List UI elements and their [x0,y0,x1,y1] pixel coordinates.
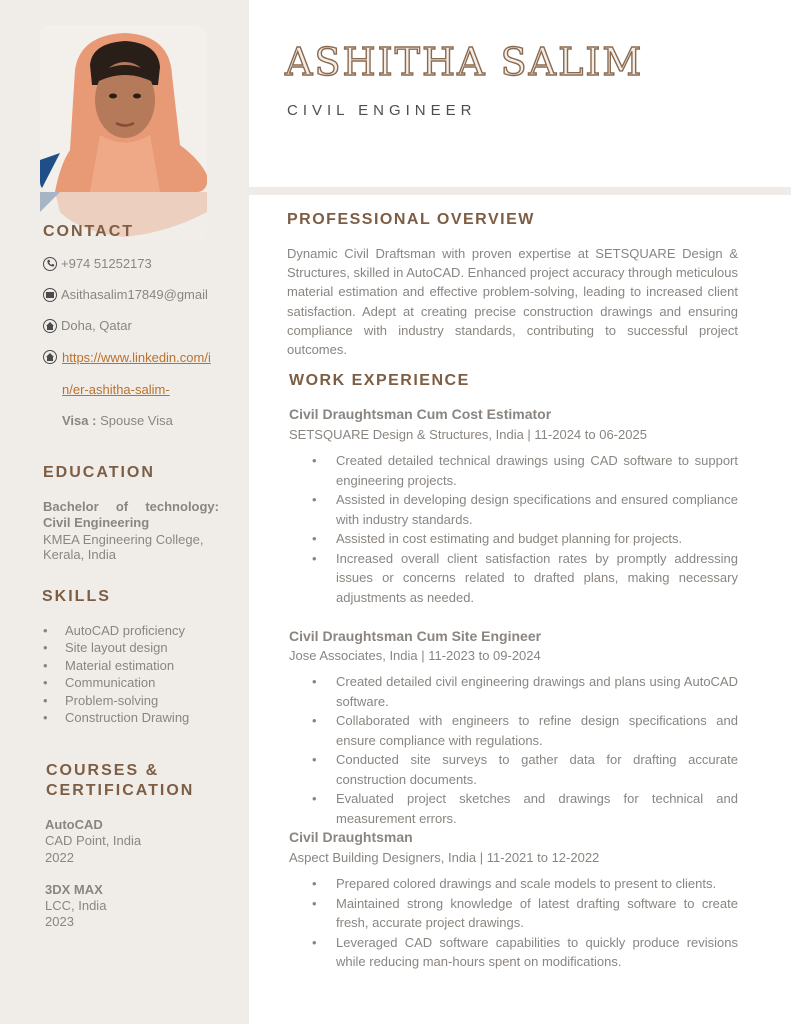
phone-text[interactable]: +974 51252173 [61,256,152,271]
phone-icon [43,257,57,271]
course-year: 2023 [45,914,74,929]
job-bullet: • Created detailed civil engineering drawings and plans using AutoCAD software. [312,672,738,711]
skills-list [43,622,189,726]
course-name: AutoCAD [45,817,103,832]
linkedin-link-line1[interactable]: https://www.linkedin.com/i [62,350,211,365]
education-degree-line2: Civil Engineering [43,515,150,530]
location-text: Doha, Qatar [61,318,132,333]
header-divider [249,187,791,195]
candidate-title: CIVIL ENGINEER [287,102,477,119]
job-company: SETSQUARE Design & Structures, India | 11-2024 to 06-2025 [289,427,647,442]
job-bullet: • Assisted in developing design specifications and ensured compliance with industry standards. [312,490,738,529]
job-bullets [312,672,738,828]
job-company: Aspect Building Designers, India | 11-2021 to 12-2022 [289,850,600,865]
job-bullet: • Prepared colored drawings and scale models to present to clients. [312,874,738,894]
courses-heading-line1: COURSES & [46,762,160,779]
email-text[interactable]: Asithasalim17849@gmail [61,287,208,302]
education-heading: EDUCATION [43,464,155,481]
linkedin-link-line2[interactable]: n/er-ashitha-salim- [62,382,170,397]
overview-text: Dynamic Civil Draftsman with proven expertise at SETSQUARE Design & Structures, skilled in AutoCAD. Enhanced project accuracy through meticulous material estimation and effective problem-solving, leading to increased client satisfaction. Adept at creating precise construction drawings and ensuring compliance with industry standards, contributing to successful project outcomes. [287,246,738,358]
course-year: 2022 [45,850,74,865]
job-bullet: • Created detailed technical drawings using CAD software to support engineering projects. [312,451,738,490]
job-bullets [312,451,738,607]
course-place: CAD Point, India [45,833,142,848]
contact-phone [43,256,152,271]
job-bullet: • Conducted site surveys to gather data for drafting accurate construction documents. [312,750,738,789]
education-school-line2: Kerala, India [43,547,116,562]
profile-photo-illustration [40,25,207,192]
job-bullet: • Evaluated project sketches and drawings for technical and measurement errors. [312,789,738,828]
contact-email [43,287,208,302]
contact-heading: CONTACT [43,223,135,240]
experience-heading: WORK EXPERIENCE [289,372,470,389]
job-bullet: • Maintained strong knowledge of latest drafting software to create fresh, accurate project drawings. [312,894,738,933]
job-bullet: • Leveraged CAD software capabilities to quickly produce revisions while reducing man-hours spent on modifications. [312,933,738,972]
skills-heading: SKILLS [42,588,111,605]
course-place: LCC, India [45,898,107,913]
skill-item: • Communication [43,674,189,691]
job-title: Civil Draughtsman Cum Cost Estimator [289,406,552,422]
home-icon [43,319,57,333]
education-degree-line1: Bachelor of technology: [43,499,219,514]
visa-label: Visa : [62,413,97,428]
skill-item: • Site layout design [43,639,189,656]
job-bullets [312,874,738,972]
candidate-name: ASHITHA SALIM [285,40,644,84]
visa-value: Spouse Visa [100,413,173,428]
linkedin-icon [43,350,57,364]
skill-item: • Construction Drawing [43,709,189,726]
job-bullet: • Collaborated with engineers to refine design specifications and ensure compliance with regulations. [312,711,738,750]
job-title: Civil Draughtsman [289,829,413,845]
job-company: Jose Associates, India | 11-2023 to 09-2024 [289,648,541,663]
profile-photo [40,25,207,192]
courses-heading-line2: CERTIFICATION [46,782,195,799]
overview-heading: PROFESSIONAL OVERVIEW [287,211,535,228]
contact-linkedin [43,350,61,364]
skill-item: • Material estimation [43,657,189,674]
job-bullet: • Assisted in cost estimating and budget planning for projects. [312,529,738,549]
email-icon [43,288,57,302]
skill-item: • AutoCAD proficiency [43,622,189,639]
job-title: Civil Draughtsman Cum Site Engineer [289,628,542,644]
job-bullet: • Increased overall client satisfaction rates by promptly addressing issues or concerns related to drafted plans, making necessary adjustments as needed. [312,549,738,608]
visa-row [62,413,173,429]
education-school-line1: KMEA Engineering College, [43,532,204,547]
contact-location [43,318,132,333]
skill-item: • Problem-solving [43,692,189,709]
course-name: 3DX MAX [45,882,103,897]
